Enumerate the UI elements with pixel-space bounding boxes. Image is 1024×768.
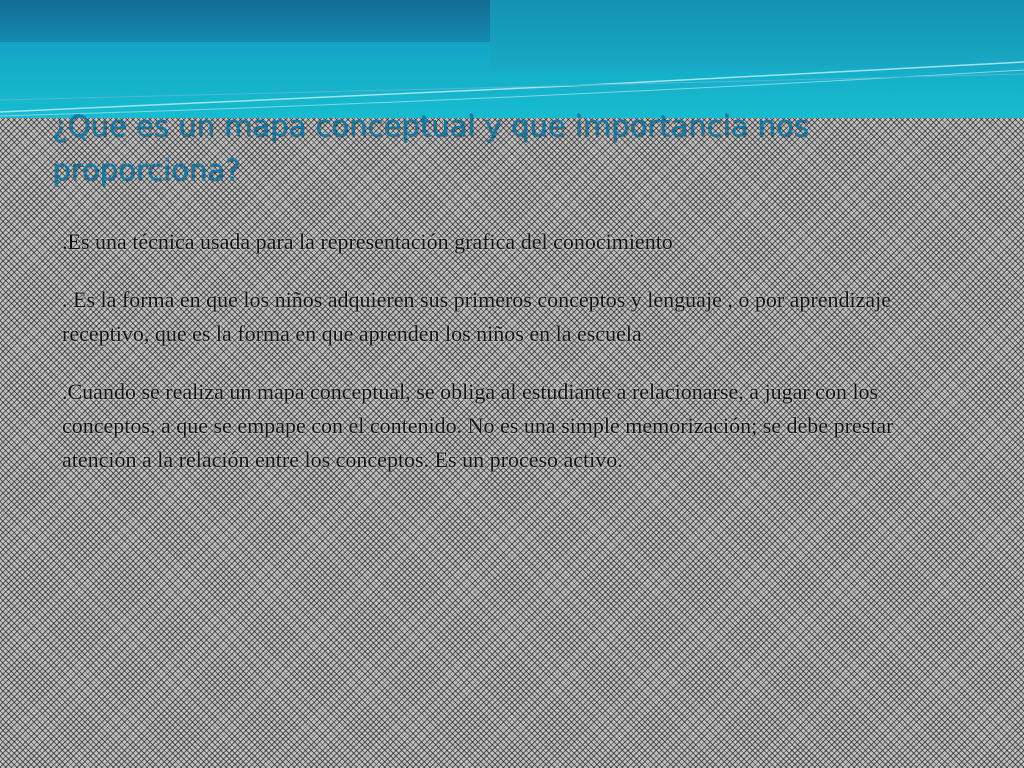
paragraph-learning: . Es la forma en que los niños adquieren sus primeros conceptos y lenguaje , o por aprendizaje receptivo, que es la forma en que aprenden los niños en la escuela	[62, 287, 892, 346]
paragraph-definition: .Es una técnica usada para la representación grafica del conocimiento	[62, 229, 673, 254]
paragraph-importance: .Cuando se realiza un mapa conceptual, se obliga al estudiante a relacionarse, a jugar con los conceptos, a que se empape con el contenido. No es una simple memorización; se debe prestar atención a la relación entre los conceptos. Es un proceso activo.	[62, 379, 894, 472]
header-swoosh-lines	[0, 0, 1024, 120]
slide-title: ¿Que es un mapa conceptual y que importancia nos proporciona?	[52, 109, 809, 187]
slide-body	[62, 225, 972, 501]
swoosh-line-3	[0, 74, 1024, 100]
